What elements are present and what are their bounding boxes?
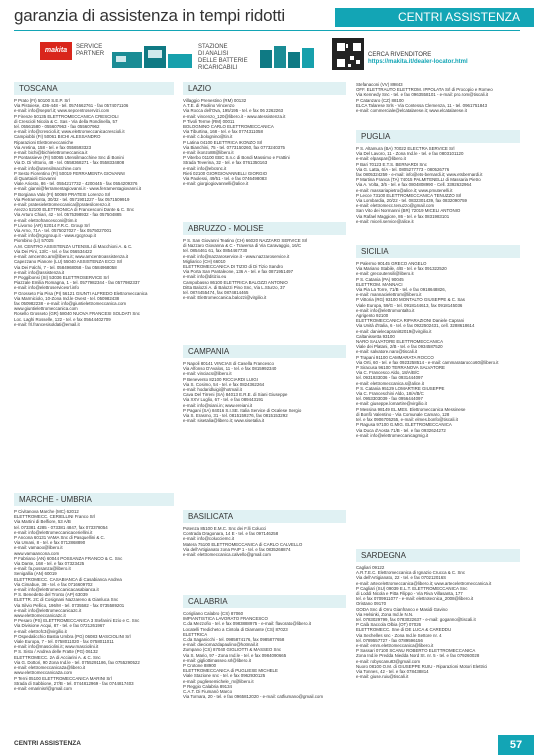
entry-line: BOLOGNINO CARLO ELETTROMECCANICA [183,124,274,130]
entry-line: A.T.E. di Paolino Vincenzo [183,103,235,109]
entry-line: Via Aretina, 158 - tel. e fax 0556593323 [14,144,92,150]
entry-line: tel. 0931933036 - fax 0931444097 [356,375,423,381]
entry-line: Via XXV Luglio, 67 - tel. e fax 089443191 [183,397,264,403]
entry-line: Via Porta San Pantaleone, 136 A - tel. e fax 0871951497 [183,269,294,275]
section-title: CAMPANIA [183,345,346,358]
entry-line: e-mail: danielecaprani82019@virgilio.it [356,328,432,334]
entry-line: Via Mariano Stabile, 4/B - tel. e fax 091322520 [356,266,447,272]
batteries-image [258,40,318,70]
entry-line: P S. Catania (PA) 90045 [356,276,404,282]
entry-line: Via Del Lavoro, 11 - Zona Ind.le - tel. e fax 0803101120 [356,151,464,157]
entry-line: Via S. Cosimo, 54 - tel. e fax 0824362264 [183,381,265,387]
entry-line: ELETTROMECC. CASABIANCA di Casabianca Andrea [14,576,122,582]
entry-line: P Sassari 07100 SCANU ROBERTO ELETTROMECCANICA [356,648,476,654]
entry-line: P Grosseto Fia Pisa (PI) 56121 GIUNTI ALFREDO Elettromeccanica [14,290,148,296]
entry-list [356,82,520,113]
entry-line: Via Dante, 168 - tel. e fax 07323425 [14,561,85,567]
qr-code[interactable] [332,38,364,70]
entry-line: Cagliari 09122 [356,565,385,570]
dealer-locator-link[interactable]: CERCA RIVENDITORE https://makita.it/dealer-locator.html [368,52,468,65]
entry-line: NARO SALVATORE ELETTROMECCANICA [356,339,444,345]
entry-line: P Tivoli Terme (RM) 00011 [183,118,235,124]
entry-line: OFF. ELETTRAUTO ELETTROM. IPPOLATA Srl di Procopio e Romeo [356,87,493,93]
entry-line: e-mail: emm.elettromeccanica@libero.it [356,643,434,649]
entry-line: Via D. Di Vittorio, 48 - tel. 0558368271 - fax 0558334808 [14,160,125,166]
entry-line: A.R.T.E.C. Elettromeccanica di Ignazio Crucca & C. Snc [356,570,466,576]
entry-line: Ditta Balozzi A. di Balozzi Pino Snc, Via L.Sturzo, 37 [183,284,285,290]
entry-list [183,238,346,300]
entry-line: IMPIANTISTICA LAVORATO FRANCESCO [183,616,268,622]
entry-line: Strada Teverina, 32 - tel. e fax 0761350163 [183,160,268,166]
battery-station-image [110,40,194,70]
entry-line: e-mail: info@elettromeccanicaceriellini.it [14,529,93,535]
entry-line: e-mail: frl.francesisoldati@email.it [14,321,80,327]
entry-line: P S. Sisto / Andrea delle Fratte (PG) 06132 [14,649,98,655]
entry-line: Via G. Latta, 6/A - tel. 0805277773 - 080526776 [356,166,450,172]
entry-line: P Pagani (SA) 84016 S.I.SE. Italia Service di Ocalese Sergio [183,407,302,413]
entry-line: Via Kennedy Snc - tel. e fax 0963558101 - e-mail: pro.rom@tiscali.it [356,92,489,98]
entry-line: e-mail: info@elettromeccanicacasabianca.it [14,587,99,593]
entry-line: www.elettromeccanica2c.it [14,613,66,619]
entry-list [183,611,346,699]
section-puglia [356,130,520,224]
entry-line: Campiobbi (FI) 50061 BICHI ALESSANDRO [14,134,101,140]
entry-line: Loc. Laghi Rosselle, 122 - tel. e fax 05644402709 [14,316,111,322]
section-campania [183,345,346,423]
entry-line: e-mail: info@siani.in; www.ereiani.it [183,402,253,408]
entry-line: Contrada Dragonara, 14 E - tel. e fax 097146258 [183,531,279,537]
entry-list [183,98,346,186]
entry-line: A.M. CENTRO ASSISTENZA UTENSILI di Macchioni A. & C. [14,243,133,249]
entry-line: e-mail: ikonzo88@libero.it [183,150,234,156]
section-title: SARDEGNA [356,549,520,562]
entry-line: e-mail: info@assistenza.it [14,269,65,275]
section-calabria-cont [356,82,520,113]
entry-line: P S. Altamura (BA) 70022 ELECTRA SERVICE Srl [356,146,455,151]
entry-line: Locatelli Tredicheto a Cintola di Diamante (CS) 87023 [183,626,288,632]
section-title: PUGLIA [356,130,520,143]
entry-line: Via Dei Pini, 13/C - tel. e fax 056534422 [14,248,93,254]
section-sardegna [356,549,520,679]
entry-line: e-mail: info@colucciemc.it [183,536,235,542]
entry-line: e-mail: elettromeccanica.s@alice.it [356,380,424,386]
entry-line: e-mail: elettromeccanica.calvello@gmail.com [183,552,271,558]
entry-line: Via Umani, 8 - tel. e fax 0712868890 [14,540,86,546]
section-lazio [183,82,346,186]
entry-line: e-mail: info@elettromontalto.it [356,307,415,313]
entry-line: Via Bianchini, 75 - tel. 0773150260, fax 0773240375 [183,144,285,150]
entry-line: Zumpano (CS) 87040 GIGLIOTTI & MASSEO Snc [183,647,282,653]
entry-line: Via Sechelles snc - Zona Ind.le Settore nr. 4 [356,632,442,638]
entry-line: P Pesaro (PS) ELETTROMECCANICA 3 Stefanini Ezio e C. Snc [14,618,140,624]
entry-line: e-mail: grecoutensili@libero.it [356,271,414,277]
section-sicilia [356,245,520,438]
entry-line: ELETTR. 2C di Cosignani Nazzareno & Gianluca Snc [14,597,119,603]
entry-line: P Vittoria (RG) 93100 MONTALTO GIUSEPPE & C. Sas [356,297,465,303]
entry-line: e-mail: gigliottimasseo.srl@libero.it [183,657,251,663]
section-marche-umbria [14,493,174,691]
entry-line: e-mail: commerciale@elcatalarese.it; www.elcatalarese.it [356,108,467,114]
footer-label: CENTRI ASSISTENZA [14,740,81,747]
entry-line: fax 0805324259 - e-mail: info@ets-bernardi.it; www.etsbernardi.it [356,172,483,178]
entry-line: e-mail: emarinisrl@gmail.com [14,685,72,691]
entry-list [14,509,174,691]
entry-line: P Fabriano (AN) 60044 POSSANZA FRANCO & C. Snc [14,555,123,561]
entry-list [356,146,520,224]
entry-line: e-mail: info@crescioli.it; www.elettromeccanicacrescioli.it [14,129,125,135]
section-title: TOSCANA [14,82,174,95]
entry-line: Via Marmiciolo, 10-Zona Ind.le Ovest - tel. 050982438 [14,295,120,301]
section-title: ABRUZZO - MOLISE [183,222,346,235]
entry-line: e-mail: gianni@ferramentagiovanni.it - www.ferramentagiovanni.it [14,186,141,192]
entry-line: Via A. Volta, 3/5 - tel. e fax 0804808990 - Cell. 3392632964 [356,182,472,188]
entry-line: Nuoro 08100 O.M. di GIUSEPPE RUIU - Riparazioni Motori Elettrici [356,663,488,669]
entry-line: e-mail: dieciomazdapaulino@hotmail.it [183,642,259,648]
entry-line: ELETTRICA [183,631,208,637]
entry-list [356,261,520,438]
entry-line: Villaggio Prenestino (RM) 00132 [183,98,247,103]
entry-line: e-mail: giuse.ruiu@tiscali.it [356,674,409,680]
section-title: MARCHE - UMBRIA [14,493,174,506]
section-toscana [14,82,174,327]
entry-line: Via G. Dottori, 90 Zona Ind.le - tel. 0755291186, fax 0755290522 [14,659,140,665]
entry-line: e-mail: c.bolognino@tin.it [183,134,233,140]
entry-line: Viale Stazione snc - tel. e fax 0962930125 [183,673,266,679]
entry-line: e-mail: info@ditizio.eu [183,274,227,280]
entry-line: e-mail: elettrofrancesconi@tim.it [14,217,77,223]
station-label: STAZIONE DI ANALISI DELLE BATTERIE RICARICABILI [198,44,248,71]
entry-line: P Calà Saccola Olbia (OT) 07026 [356,622,422,628]
entry-line: e-mail: hodaridluigi@hotmail.it [183,387,242,393]
entry-list [14,98,174,327]
entry-line: P S. San Giovanni Teatino (CH) 66020 NAZZARO SERVICE Srl [183,238,308,243]
entry-line: e-mail: giuseppe.lomartire@virgilio.it [356,401,427,407]
entry-line: Via Pietramonta, 30/32 - tel. 0571901227 - fax 0571509919 [14,196,130,202]
entry-line: Via Arno, 71A - tel. 0575027027 - fax 0575027001 [14,228,112,234]
entry-line: P Ospedalicchio Bastia Umbra (PG) 06083 MASCIOLINI Srl [14,633,131,639]
entry-line: e-mail: elettromecc.tenuzzo@gmail.com [356,203,435,209]
entry-line: Via C. Franceschini Aldo, 18/A/B/C [356,391,424,397]
entry-line: Via C. Francesco Aldo, 18/A/B/C [356,370,420,376]
entry-line: tel. e fax 0709911077 - e-mail: elettrotecnica_2008@libero.it [356,596,474,602]
entry-line: Via Rocca dell'Ova, 195/195 - tel. e fax 06 2262263 [183,108,284,114]
entry-line: Via Divisione Acqui, 87 - tel. e fax 0721261967 [14,623,105,629]
entry-line: Strada di Sabbione, 27/B - tel. 0744812969 - fax 0744817403 [14,680,134,686]
entry-line: Via Alfonso D'Avalos, 11 - tel. e fax 0815992340 [183,366,277,372]
entry-line: P Benevento 82100 RICCIARDI LUIGI [183,376,258,382]
entry-line: Via Lombardia, 20/22 - tel. 0832301439, fax 0832090759 [356,198,467,204]
entry-line: e-mail: fa.possanza@libero.it [14,566,71,572]
entry-line: e-mail: info@elettromeccanicagmig.it [356,432,429,438]
entry-line: e-mail: vincenzo_120@libero.it - www.atessistenza.it [183,113,286,119]
entry-line: P Crotone 88900 [183,663,217,669]
entry-line: Via Cimabue, 38 - tel. e fax 0716609702 [14,581,93,587]
entry-line: Capezzano Pianore (LU) 55040 ASSISTENZA ECCI Srl [14,259,123,265]
page-header [0,0,534,30]
section-title: SICILIA [356,245,520,258]
entry-line: Piazzale Emilia Romagna, 1 - tel. 0577982344 - fax 0577982337 [14,280,140,286]
entry-line: P Ancona 60131 VAMA Snc di Pasquellini & C. [14,535,105,541]
entry-line: Migliarico (CH) 66010 [183,258,226,264]
entry-line: e-mail: info@elettroservicesrl.info [14,285,79,291]
entry-line: P Palermo 90145 GRECO ANGELO [356,261,427,266]
entry-line: Cava Del Tirreni (SA) 84013 E.R.E. di Siani Giuseppe [183,392,288,398]
entry-line: e-mail: elpaspar@libero.it [356,156,406,162]
section-title: BASILICATA [183,510,346,523]
entry-line: e-mail: amcentro.am@libero.it; www.amcentroassistenza.it [14,254,129,260]
entry-line: tel. 0783029799, fax 0783022637 - e-mail: goganno@tiscali.it [356,617,476,623]
entry-line: P Livorno (AR) 52014 F.R.C. Group Srl [14,222,90,228]
entry-list [356,565,520,679]
header-banner [335,8,534,27]
entry-line: Via Duca d'Aosta 71/B - tel. e fax 0932624272 [356,427,446,433]
entry-line: Senigallia (AN) 60019 [14,571,57,577]
entry-line: Via S. Mario, 97 - Zona Ind.le - tel. e fax 0984090665 [183,652,287,658]
entry-line: Via Dei Falchi, 7 - tel. 0584968058 - fax 0584968058 [14,264,117,270]
entry-line: e-mail: info@ebcsnc.it [183,165,227,171]
service-partner-label: SERVICE PARTNER [76,44,105,57]
entry-line: e-mail: miceli.service@alice.it [356,218,414,224]
header-divider [14,30,520,31]
entry-line: P Lecce 73100 ELETTROMECCANICA TENUZZO Srl [356,192,462,198]
entry-line: P Bari 70123 E.T.S. BERNARDI Snc [356,161,427,167]
entry-line: di Quartaioli Giovanni [14,176,56,182]
entry-line: di Crescioli Nicola & C. Sas - Via della Rondinella, 57 [14,118,118,124]
entry-line: e-mail: artecelettromeccanica@libero.it; www.artecelettromeccanica.it [356,580,492,586]
entry-line: tel. 0854461 61, fax 0854467730 [183,248,248,254]
entry-line: P Ragusa 97100 G.MIG. ELETTROMECCANICA [356,422,452,428]
entry-line: Corigliano Calabro (CS) 87060 [183,611,244,616]
entry-line: GODA Snc di Orru Gianfranco e Masidi Gavino [356,606,448,612]
entry-line: San Vito dei Normanni (BR) 72019 MICELI ANTONIO [356,208,461,214]
entry-line: Viale Europa, 59/G - tel. 0918144613, fax 0918145036 [356,302,463,308]
entry-line: P Napoli 80141 VINCIAS di Casella Francesco [183,361,274,366]
section-abruzzo-molise [183,222,346,300]
entry-line: P Siracusa 96100 TERRANOVA SALVATORE [356,365,445,371]
entry-line: tel. 05561580 - 055607963 - fax 055607962 [14,124,100,130]
entry-line: e-mail: info@masciolini.it; www.masciolini.it [14,644,99,650]
entry-line: di Loddi Nicola e Pitta Filippo - Via Riva Villasanta, 177 [356,591,463,597]
entry-line: tel. 0789557727 - fax 0789596156 [356,637,423,643]
entry-line: fax 050982238 - e-mail: info@giuntielettromeccanica.com [14,300,127,306]
entry-line: Viale dei Platani, 2/B - tel. e fax 0934587520 [356,344,443,350]
entry-line: Stefanaconi (VV) 89843 [356,82,403,87]
entry-line: ELETTROMECC. Sne di DE LUCA & CAREDDU [356,627,452,633]
entry-list [183,361,346,423]
entry-line: e-mail: pugliesemichele_m@libero.it [183,678,254,684]
entry-line: e-mail: giorgiogiovannelli@alice.it [183,181,249,187]
entry-line: www.elettromeccanica2a.com [14,670,73,676]
entry-line: Via Arturo Chiari, 42 - tel. 0575398932 - fax 057504885 [14,212,122,218]
entry-line: e-mail: robyscanu83@gmail.com [356,658,420,664]
entry-line: P Messina 98149 EL.MES. Elettromeccanica Messinese [356,406,466,412]
entry-line: P Poggibonsi (SI) 53036 ELETTROSERVICE Srl [14,274,109,280]
entry-line: Via Paolessi, 49/51 - tel. e fax 0746498083 [183,176,267,182]
entry-line: Via Pia La Torre, 71/B - tel. e fax 0918648826, [356,287,446,293]
section-title: CALABRIA [183,595,346,608]
entry-line: Via Orti, 60 - tel. e fax 0923258514 - e-mail: cammaratarocco60@libero.it [356,359,499,365]
entry-line: e-mail: mannacielettrom@libero.it [356,292,422,298]
entry-line: ELETTROM. MANNACI [356,281,403,287]
entry-line: P Pontassieve (FI) 50065 Utensilmacchine Snc di Bonini [14,155,124,161]
entry-line: P Prato (FI) 50100 S.E.P. Srl [14,98,70,103]
entry-line: P Reggio Calabria 89134 [183,683,232,689]
entry-line: ELETTROMECCANICA RIPARAZIONI Daniele Caprani [356,318,465,324]
entry-line: ELETTROMECC. 2A di Acciarini A. & C. Snc [14,654,101,660]
entry-line: e-mail: elettrofc3@virgilio.it [14,628,67,634]
entry-line: P Martina Franca (TA) 74015 PALMITENELLI di Massaria Pietro [356,177,481,183]
entry-line: e-mail: info@sepsrl.it; www.sepcentroservizi.com [14,108,110,114]
entry-line: ELETTROMECCANICA di PUGLIESE MICHELE [183,668,278,674]
entry-line: Agrigento 92100 [356,313,389,319]
entry-line: e-mail: salvatore.naro@tiscali.it [356,349,418,355]
entry-line: P Trapani 91100 CAMMARATA ROCCO [356,354,434,360]
entry-line: Via Tiburtina, 168 - tel. e fax 0774311058 [183,129,263,135]
page-title: garanzia di assistenza in tempi ridotti [14,6,285,25]
makita-logo: makita [40,42,72,60]
entry-line: Zona Ind.le Predda Niedda Nord St. nr. 5 - tel. e fax 079260028 [356,653,480,659]
entry-line: tel. e fax 0906705255, e-mail: elmes.bonfo@tiscali.it [356,417,458,423]
entry-line: Potenza 85100 E.M.C. Snc dei F.lli Colucci [183,526,267,531]
entry-line: Via Unità d'Italia, 6 - tel. e fax 0922502431, cell. 3288618614 [356,323,475,329]
entry-line: di Nazzaro Giovanna & C - Traversa di Via Caravaggio, 16/C [183,243,302,249]
entry-line: ELCA Talarese Srls - Via Contessa Clemenza, 11 - tel. 0961751843 [356,102,488,108]
entry-line: Via Tonnes, 42 - tel. e fax 078438814 [356,669,429,675]
entry-line: e-mail: info@utensilmacchine.com [14,165,81,171]
entry-line: Oristano 09170 [356,601,387,607]
entry-line: Via Martini di Belfiore, 53 A/B [14,519,71,525]
entry-line: P Civitanova Marche (MC) 62012 [14,509,79,514]
entry-line: www.vamaancona.com [14,550,60,556]
entry-line: Via Helsinki, Zona Ind.le N.N. [356,611,414,617]
entry-line: Via Silvio Pellico, 196/M - tel. 0735582 - fax 0735589201 [14,602,125,608]
entry-line: Via Tornara, 20 - tel. e fax 0965812020 - e-mail: catfiumano@gmail.com [183,694,323,700]
entry-line: P Sesto Fiorentino (FI) 50019 FERRAMENTA GIOVANNI [14,170,125,176]
header-banner-label: CENTRI ASSISTENZA [397,10,520,24]
entry-line: Via dell'Artigianato, 22 - tel. e fax 070212016S [356,575,447,581]
entry-line: P Latina 04100 ELETTRICA IKONZO Srl [183,139,263,145]
entry-line: e-mail: sisetalia@libero.it; www.sisetalia.it [183,418,265,424]
entry-line: P Firenze 50135 ELETTROMECCANICA CRESCIOLI [14,113,119,119]
entry-line: Via Rafael Maggiore, 86 - tel. e fax 0831983101 [356,213,450,219]
entry-line: P S. Benedetto del Tronto (AP) 63039 [14,592,88,598]
entry-line: P Borgiana Valo (FI) 50069 PRATESI Lorenzo Srl [14,191,111,197]
entry-line: e-mail: info@elettromeccanica2c.it [14,607,82,613]
entry-line: C.A.T. Di Fiumanò Marco [183,689,233,695]
section-title: LAZIO [183,82,346,95]
entry-line: e-mail: info@nazzaroservice.it - www.nazzaroservice.it [183,253,290,259]
entry-line: Rieti 02100 GIORGIOVANNELLI GIORGIO [183,170,268,176]
entry-line: tel. 073381 4285 - 073381 4847, fax 073378054 [14,524,108,530]
entry-line: C.da Mezzofio - tel. e fax 0983888975 - e-mail: flavorato@libero.it [183,621,311,627]
entry-line: Caltanissetta 93100 [356,333,395,339]
entry-line: Rosello Grosseto (GR) 58040 NUOVA FRANCESI SOLDATI Snc [14,311,140,317]
entry-line: Viale Europa, 7 - tel. 0758011020 - fax 0758011011 [14,639,114,645]
entry-line: Matera 75100 ELETTROMECCANICA di CARLO CALVELLO [183,541,303,547]
entry-line: e-mail: Elettromeccanica.balozzi@virgilio.it [183,295,267,301]
entry-line: e-mail: pratesielettromeccanica@pratesilorenzo.it [14,202,111,208]
entry-line: Viale Ariosto, 86 - tel. 0554217732 - 4200445 - fax 0554209376 [14,181,138,187]
entry-line: e-mail: vinciacs@libero.it [183,371,232,377]
entry-line: e-mail: info@rgcgroup.it - www.rgcgroup.it [14,233,96,239]
entry-line: Via S. Erasmo, 31 - tel. 0815159276, fax 0815153292 [183,413,288,419]
entry-line: P Cagliari (SU) 09039 E.L.T. ELETTROMECCANICA Snc [356,585,468,591]
entry-line: e-mail: vamaoo@libero.it [14,545,63,551]
entry-line: tel. 0953303039 - fax 0956444097 [356,396,423,402]
entry-line: Piombino (LI) 57025 [14,238,54,244]
entry-line: ELETTROMECCANICA DI TIZIO di Di Tizio Sandro [183,264,283,270]
entry-line: tel. 0874455474, fax 0874814465 [183,290,249,296]
entry-line: e-mail: elettromeccanica2a@libero.it [14,665,86,671]
entry-line: www.giuntielettromeccanica.com [14,306,78,312]
entry-line: C.da Saganicchi - tel. 0985874176, fax 0985877658 [183,637,285,643]
page-number: 57 [498,735,534,755]
entry-line: Campobasso 86100 ELETTRICA BALOZZI ANTONIO [183,279,288,285]
entry-line: P Terni 05100 ELETTROMECCANICA MARINI Srl [14,675,112,681]
entry-line: e-mail: bichi@bichielettromeccanica.it [14,150,88,156]
entry-line: ELETTROMECC. CERIELLINI Franco Srl [14,514,95,520]
entry-line: Arezzo 52100 ELETTRONICA di Francesconi Dante & C. Snc [14,207,135,213]
entry-line: e-mail: massariapietro@alice.it; www.pmutenelli.it [356,187,453,193]
section-calabria [183,595,346,699]
entry-line: P Catanzaro (CZ) 88100 [356,97,404,103]
entry-line: P Viterbo 01100 EBC S.n.c di Bondi Massimo e Frattini [183,155,290,161]
entry-line: Via dell'Artigianato zona PAIP 1 - tel. e fax 0835268874 [183,546,291,552]
section-basilicata [183,510,346,557]
entry-line: P S. Catania 95129 LOMARTIRE GIUSEPPE [356,385,445,391]
entry-line: Via Pistoiese, 436-448 - tel. 0574662761 - fax 0574071106 [14,103,129,109]
entry-list [183,526,346,557]
entry-line: di Bonfò Valentino - Via Comunale Camaro, 128 [356,411,450,417]
entry-line: Riparazioni Elettromeccaniche [14,139,74,145]
